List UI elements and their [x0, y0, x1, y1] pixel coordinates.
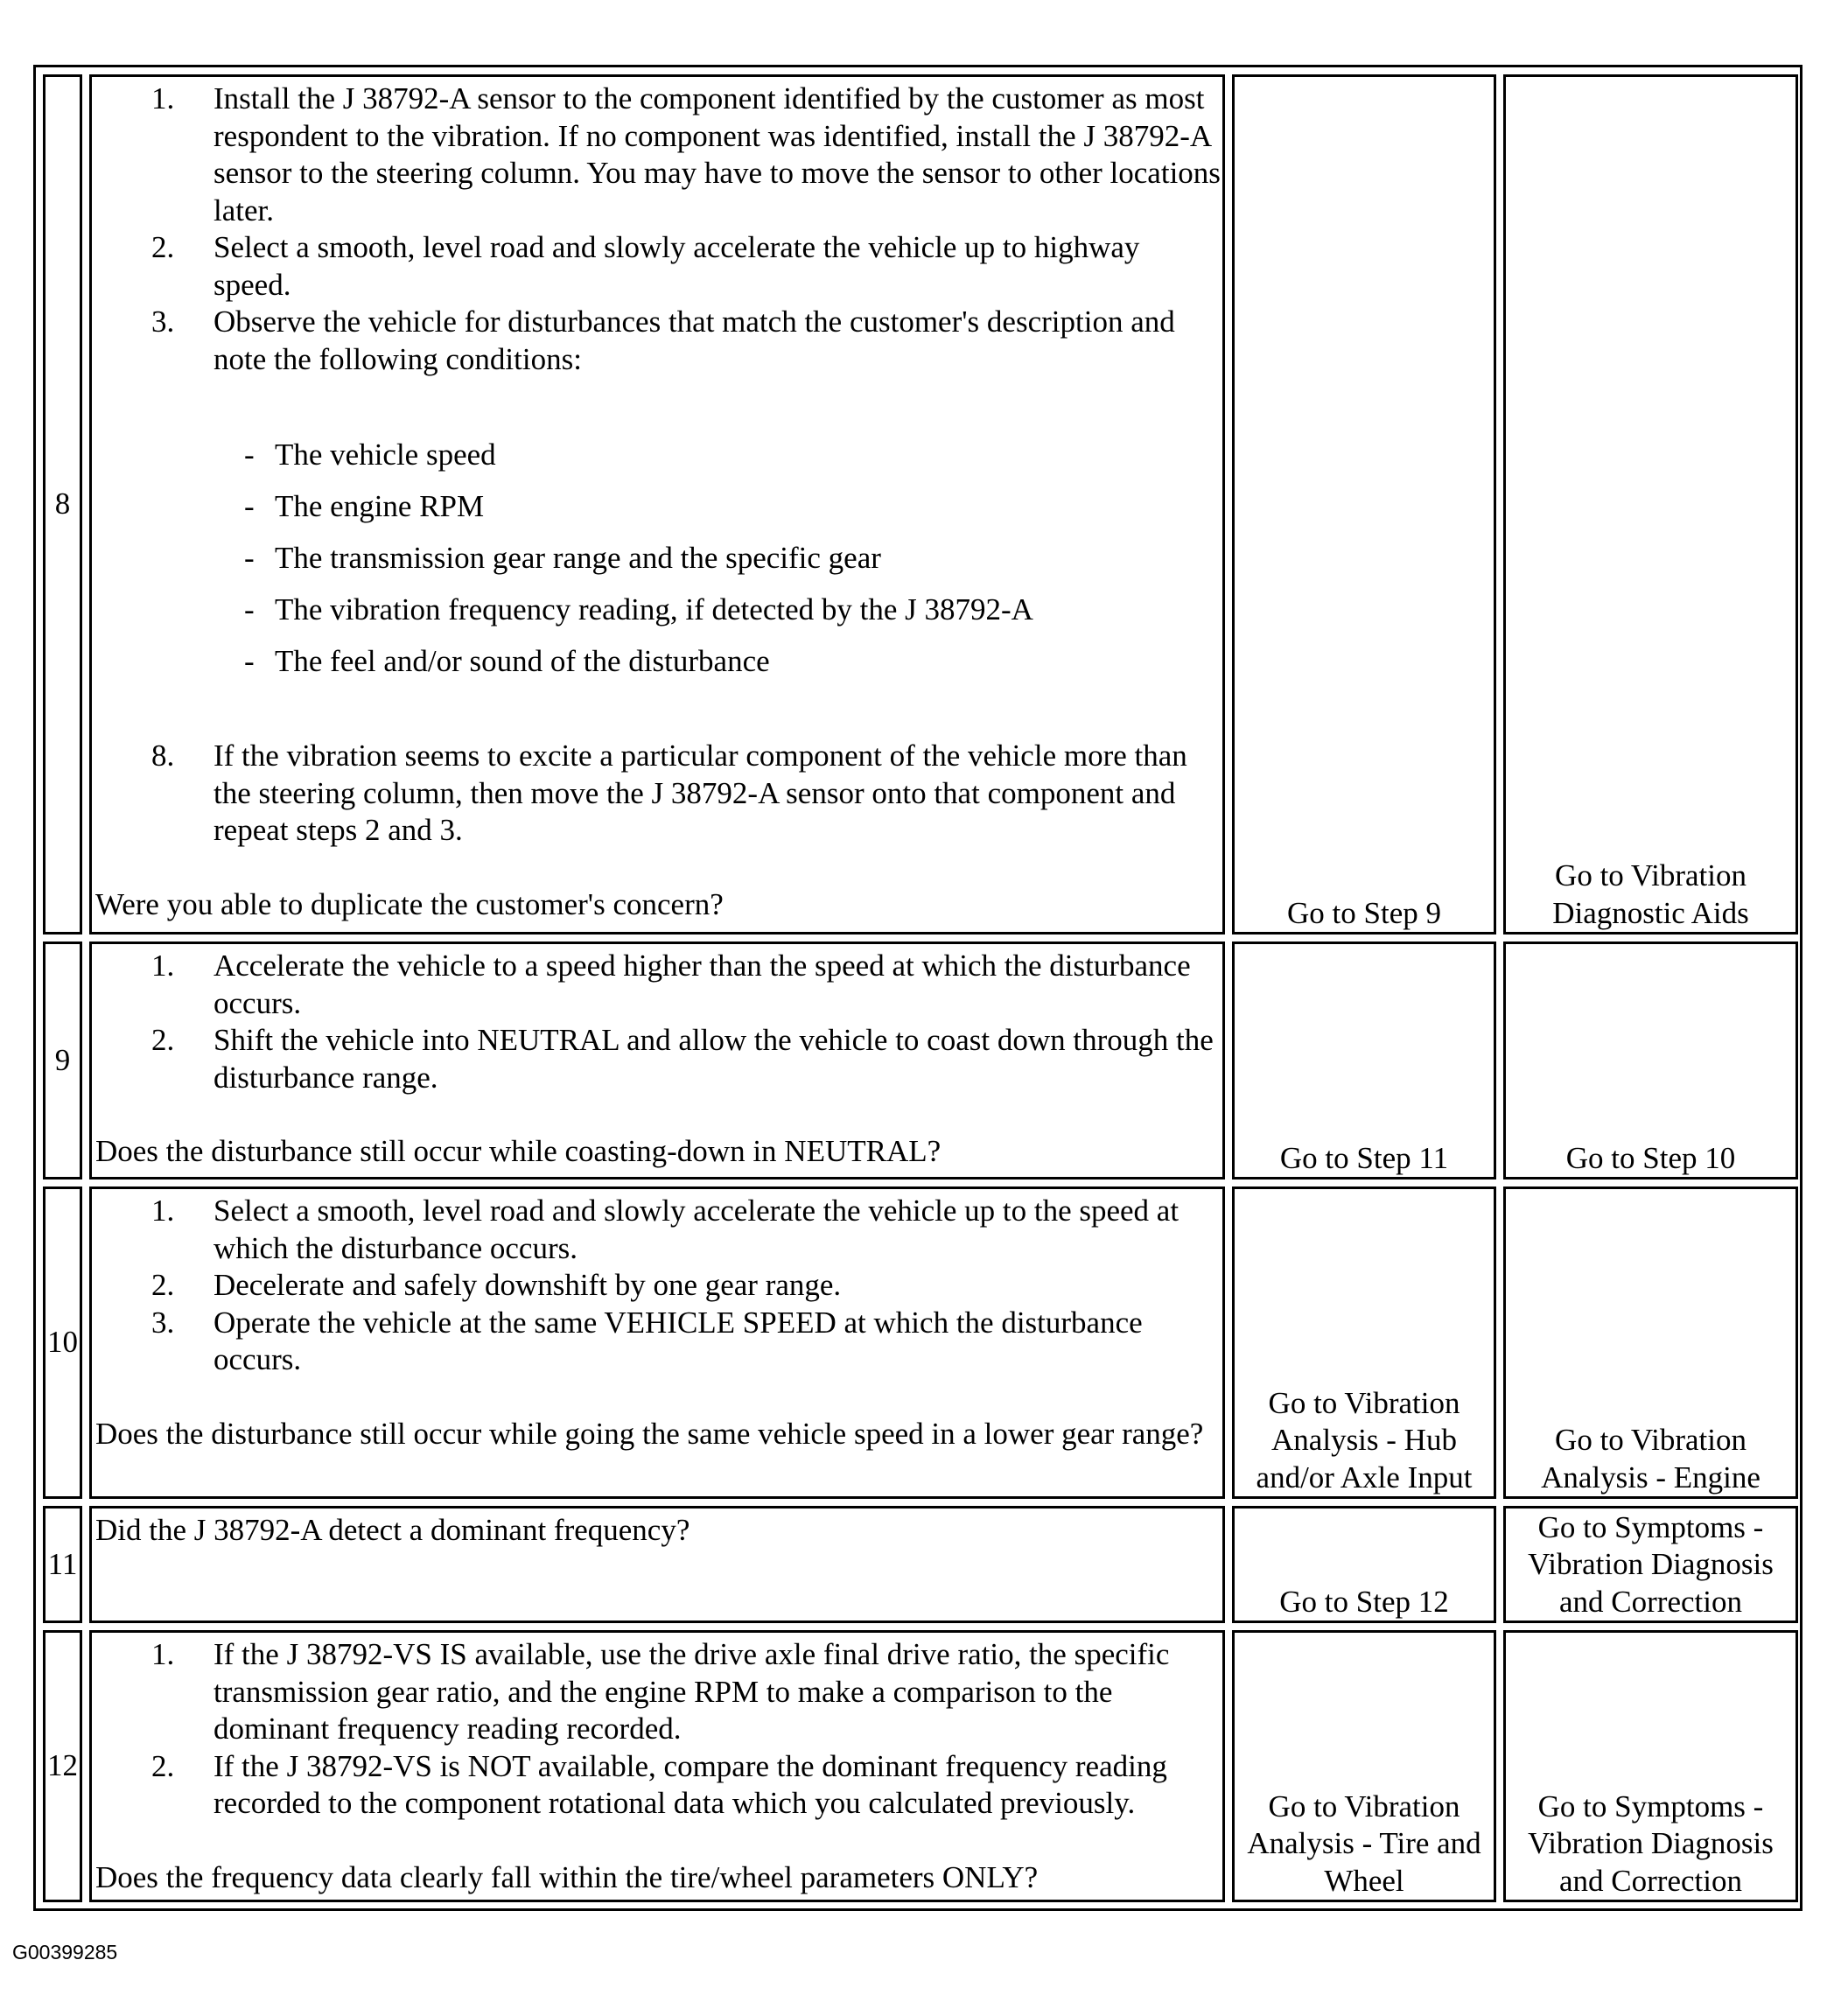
step-instructions	[89, 1186, 1225, 1499]
item-number: 2.	[151, 1268, 175, 1302]
item-text: If the J 38792-VS is NOT available, compare the dominant frequency reading recorded to the component rotational data which you calculated previously.	[214, 1748, 1167, 1820]
instruction-list	[95, 1636, 1222, 1823]
item-number: 8.	[151, 738, 175, 773]
question-text: Does the disturbance still occur while going the same vehicle speed in a lower gear range?	[95, 1416, 1204, 1451]
item-number: 2.	[151, 230, 175, 264]
table-row	[43, 942, 1798, 1180]
question-text: Does the frequency data clearly fall within the tire/wheel parameters ONLY?	[95, 1859, 1039, 1894]
list-item: - The engine RPM	[95, 480, 1222, 532]
step-instructions	[89, 74, 1225, 934]
item-number: 3.	[151, 1305, 175, 1340]
list-item	[95, 1022, 1222, 1096]
item-number: 3.	[151, 304, 175, 339]
table-row	[43, 1630, 1798, 1902]
item-text: If the J 38792-VS IS available, use the drive axle final drive ratio, the specific transmission gear ratio, and the engine RPM to make a comparison to the dominant frequency reading recorded.	[214, 1637, 1170, 1746]
yes-action: Go to Step 11	[1232, 942, 1496, 1180]
table-row	[43, 74, 1798, 934]
item-text: Shift the vehicle into NEUTRAL and allow the vehicle to coast down through the disturbance range.	[214, 1023, 1214, 1095]
condition-list	[95, 429, 1222, 687]
yes-action: Go to Step 12	[1232, 1506, 1496, 1623]
table-row	[43, 1186, 1798, 1499]
item-text: Select a smooth, level road and slowly accelerate the vehicle up to highway speed.	[214, 230, 1140, 302]
figure-caption: G00399285	[12, 1941, 118, 1964]
no-action: Go to Vibration Diagnostic Aids	[1503, 74, 1798, 934]
item-number: 1.	[151, 81, 175, 116]
list-item	[95, 229, 1222, 304]
step-number: 11	[43, 1506, 82, 1623]
instruction-list	[95, 738, 1222, 850]
instruction-list	[95, 948, 1222, 1096]
item-number: 1.	[151, 948, 175, 983]
no-action: Go to Symptoms - Vibration Diagnosis and Correction	[1503, 1506, 1798, 1623]
item-text: Select a smooth, level road and slowly accelerate the vehicle up to the speed at which the disturbance occurs.	[214, 1194, 1180, 1265]
question-text: Did the J 38792-A detect a dominant frequency?	[95, 1513, 690, 1547]
diagnostic-table	[33, 65, 1802, 1911]
item-text: Accelerate the vehicle to a speed higher than the speed at which the disturbance occurs.	[214, 948, 1191, 1020]
step-number: 12	[43, 1630, 82, 1902]
list-item: - The vibration frequency reading, if detected by the J 38792-A	[95, 584, 1222, 635]
yes-action: Go to Vibration Analysis - Tire and Wheel	[1232, 1630, 1496, 1902]
list-item	[95, 1636, 1222, 1748]
list-item	[95, 1748, 1222, 1823]
list-item	[95, 1193, 1222, 1267]
list-item	[95, 1267, 1222, 1305]
list-item	[95, 80, 1222, 229]
instruction-list	[95, 1193, 1222, 1379]
item-text: Install the J 38792-A sensor to the component identified by the customer as most respondent to the vibration. If no component was identified, install the J 38792-A sensor to the steering column. You may have to move the sensor to other locations later.	[214, 81, 1221, 228]
question-text: Were you able to duplicate the customer's concern?	[95, 886, 724, 921]
item-number: 2.	[151, 1748, 175, 1783]
list-item	[95, 738, 1222, 850]
no-action: Go to Vibration Analysis - Engine	[1503, 1186, 1798, 1499]
list-item	[95, 1305, 1222, 1379]
item-number: 1.	[151, 1194, 175, 1228]
list-item: - The transmission gear range and the specific gear	[95, 532, 1222, 584]
item-number: 1.	[151, 1637, 175, 1671]
list-item	[95, 304, 1222, 378]
item-text: Operate the vehicle at the same VEHICLE SPEED at which the disturbance occurs.	[214, 1305, 1143, 1376]
no-action: Go to Step 10	[1503, 942, 1798, 1180]
list-item: - The feel and/or sound of the disturbance	[95, 635, 1222, 687]
step-number: 9	[43, 942, 82, 1180]
step-number: 10	[43, 1186, 82, 1499]
question-text: Does the disturbance still occur while coasting-down in NEUTRAL?	[95, 1134, 942, 1168]
step-number: 8	[43, 74, 82, 934]
item-text: Observe the vehicle for disturbances that match the customer's description and note the following conditions:	[214, 304, 1175, 376]
list-item: - The vehicle speed	[95, 429, 1222, 480]
yes-action: Go to Vibration Analysis - Hub and/or Axle Input	[1232, 1186, 1496, 1499]
step-instructions	[89, 942, 1225, 1180]
instruction-list	[95, 80, 1222, 378]
step-instructions	[89, 1506, 1225, 1623]
step-instructions	[89, 1630, 1225, 1902]
no-action: Go to Symptoms - Vibration Diagnosis and Correction	[1503, 1630, 1798, 1902]
item-number: 2.	[151, 1023, 175, 1057]
table-row	[43, 1506, 1798, 1623]
yes-action: Go to Step 9	[1232, 74, 1496, 934]
item-text: Decelerate and safely downshift by one gear range.	[214, 1268, 842, 1302]
list-item	[95, 948, 1222, 1022]
item-text: If the vibration seems to excite a particular component of the vehicle more than the steering column, then move the J 38792-A sensor onto that component and repeat steps 2 and 3.	[214, 738, 1187, 847]
